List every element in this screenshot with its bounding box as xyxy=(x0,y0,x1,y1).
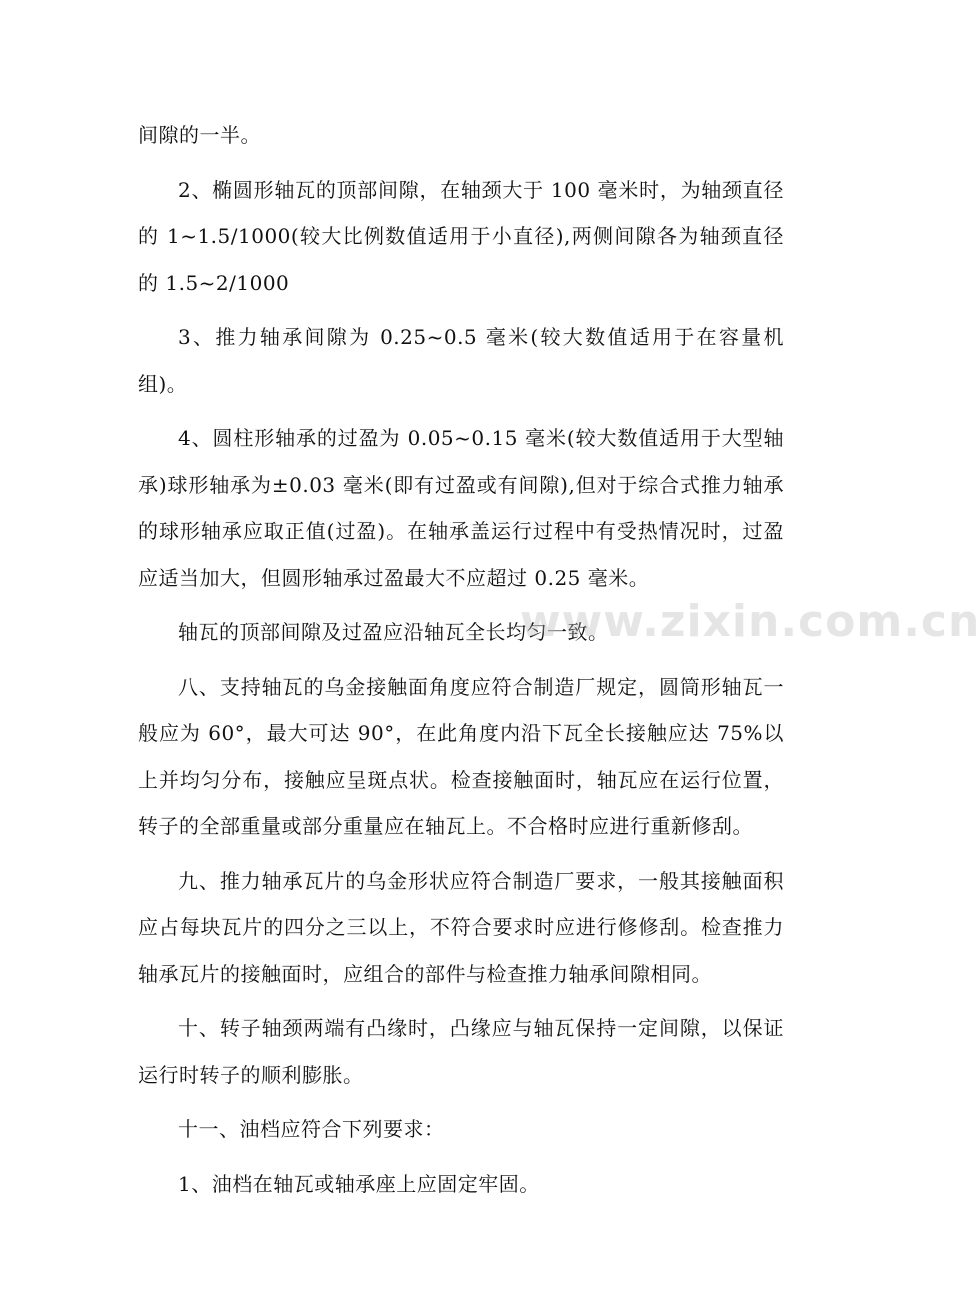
paragraph-6: 八、支持轴瓦的乌金接触面角度应符合制造厂规定，圆筒形轴瓦一般应为 60°，最大可达 90°，在此角度内沿下瓦全长接触应达 75%以上并均匀分布，接触应呈斑点状。检查接触面时，轴瓦应在运行位置，转子的全部重量或部分重量应在轴瓦上。不合格时应进行重新修刮。 xyxy=(138,674,784,838)
paragraph-2: 2、椭圆形轴瓦的顶部间隙，在轴颈大于 100 毫米时，为轴颈直径的 1~1.5/1000(较大比例数值适用于小直径),两侧间隙各为轴颈直径的 1.5~2/1000 xyxy=(138,177,784,295)
paragraph-8: 十、转子轴颈两端有凸缘时，凸缘应与轴瓦保持一定间隙，以保证运行时转子的顺利膨胀。 xyxy=(138,1016,784,1087)
paragraph-10: 1、油档在轴瓦或轴承座上应固定牢固。 xyxy=(178,1171,540,1196)
paragraph-5: 轴瓦的顶部间隙及过盈应沿轴瓦全长均匀一致。 xyxy=(178,620,609,644)
paragraph-1: 间隙的一半。 xyxy=(138,123,261,147)
document-page xyxy=(138,112,784,1215)
paragraph-7: 九、推力轴承瓦片的乌金形状应符合制造厂要求，一般其接触面积应占每块瓦片的四分之三以上，不符合要求时应进行修修刮。检查推力轴承瓦片的接触面时，应组合的部件与检查推力轴承间隙相同。 xyxy=(138,868,784,986)
paragraph-9: 十一、油档应符合下列要求： xyxy=(178,1117,445,1141)
paragraph-4: 4、圆柱形轴承的过盈为 0.05~0.15 毫米(较大数值适用于大型轴承)球形轴承为±0.03 毫米(即有过盈或有间隙),但对于综合式推力轴承的球形轴承应取正值(过盈)。在轴承盖运行过程中有受热情况时，过盈应适当加大，但圆形轴承过盈最大不应超过 0.25 毫米。 xyxy=(138,426,784,590)
paragraph-3: 3、推力轴承间隙为 0.25~0.5 毫米(较大数值适用于在容量机组)。 xyxy=(138,325,784,396)
watermark: www.zixin.com.cn xyxy=(520,596,980,647)
